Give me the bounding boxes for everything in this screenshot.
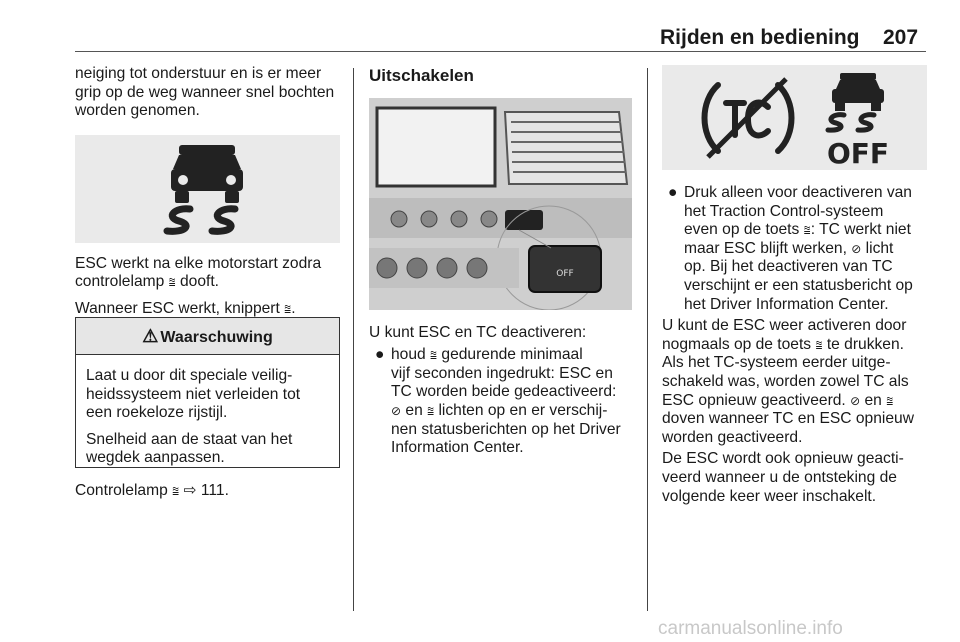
off-label-text: OFF <box>826 137 890 170</box>
tc-off-icon: ⊘ <box>391 403 402 418</box>
intro-paragraph: neiging tot onderstuur en is er meer grip op de weg wanneer snel bochten worden genomen. <box>75 65 335 120</box>
esc-on-paragraph: ESC werkt na elke motorstart zodra controlelamp ⩰ dooft. <box>75 254 322 291</box>
deactivate-lead: U kunt ESC en TC deactiveren: <box>369 323 587 341</box>
tc-off-symbols-figure <box>662 65 927 170</box>
warning-body: Laat u door dit speciale veilig- heidssysteem niet verleiden tot een roekeloze rijstijl. Snelheid aan de staat van het wegdek aanpassen. <box>86 367 301 467</box>
page-ref-arrow-icon: ⇨ <box>183 482 197 499</box>
bullet-icon: ● <box>668 184 678 201</box>
column-divider <box>353 68 354 611</box>
esc-off-button-icon: ⩰ <box>886 393 894 408</box>
esc-off-button-icon: ⩰ <box>430 348 438 363</box>
esc-indicator-icon: ⩰ <box>172 484 180 498</box>
list-item: ● Druk alleen voor deactiveren van het Traction Control-systeem even op de toets ⩰: TC werkt niet maar ESC blijft werken, ⊘ licht op. Bij het deactiveren van TC verschijnt er een statusbericht op het Driver Information Center. <box>668 184 913 313</box>
column-divider <box>647 68 648 611</box>
esc-off-button-icon: ⩰ <box>803 223 811 238</box>
list-item: ● houd ⩰ gedurende minimaal vijf seconden ingedrukt: ESC en TC worden beide gedeactiveerd: ⊘ en ⩰ lichten op en er verschij- nen statusberichten op het Driver Information Center. <box>375 346 621 457</box>
warning-triangle-icon: ⚠ <box>142 326 159 346</box>
section-title: Rijden en bediening <box>660 26 860 49</box>
esc-skid-car-icon <box>75 135 340 243</box>
tc-off-and-esc-off-icons <box>662 65 927 170</box>
reference-paragraph: Controlelamp ⩰ ⇨ 111. <box>75 482 229 499</box>
esc-off-button-icon: ⩰ <box>815 337 823 352</box>
column-right <box>662 65 927 506</box>
tc-off-icon: ⊘ <box>850 393 861 408</box>
header-rule <box>75 51 926 52</box>
esc-off-button-icon: ⩰ <box>427 403 435 418</box>
dashboard-button-illustration <box>369 98 632 310</box>
subsection-title: Uitschakelen <box>369 66 474 85</box>
reactivate-paragraph: U kunt de ESC weer activeren door nogmaals op de toets ⩰ te drukken. Als het TC-systeem eerder uitge- schakeld was, worden zowel TC als ESC opnieuw geactiveerd. ⊘ en ⩰ doven wanneer TC en ESC opnieuw worden geactiveerd. <box>662 317 914 446</box>
dashboard-figure <box>369 98 632 310</box>
watermark: carmanualsonline.info <box>658 618 843 639</box>
ignition-paragraph: De ESC wordt ook opnieuw geacti- veerd wanneer u de ontsteking de volgende keer weer inschakelt. <box>662 450 904 505</box>
column-left <box>75 65 340 319</box>
tc-off-icon: ⊘ <box>851 241 862 256</box>
column-middle <box>369 65 632 458</box>
esc-symbol-figure <box>75 135 340 243</box>
warning-header: ⚠ Waarschuwing <box>76 318 339 355</box>
warning-box <box>75 317 340 468</box>
page-number: 207 <box>883 26 919 49</box>
bullet-icon: ● <box>375 346 385 364</box>
esc-indicator-icon: ⩰ <box>284 301 292 316</box>
esc-blink-paragraph: Wanneer ESC werkt, knippert ⩰. <box>75 299 296 317</box>
off-label-text: OFF <box>556 268 574 279</box>
esc-indicator-icon: ⩰ <box>168 275 176 290</box>
